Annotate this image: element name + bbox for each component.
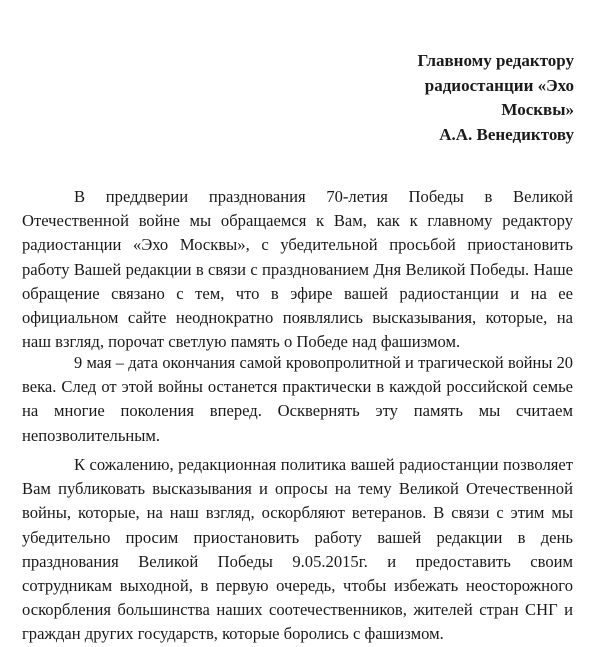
text-line: непозволительным. bbox=[22, 425, 161, 445]
text-line: граждан других государств, которые боролись с фашизмом. bbox=[22, 624, 444, 644]
text-line: радиостанции «Эхо Москвы», с убедительной просьбой приостановить bbox=[22, 235, 573, 255]
paragraph-2 bbox=[22, 351, 573, 448]
text-line: наш взгляд, порочат светлую память о Победе над фашизмом. bbox=[22, 332, 461, 352]
text-line: Отечественной войне мы обращаемся к Вам, как к главному редактору bbox=[22, 211, 573, 231]
addressee-line: Главному редактору bbox=[417, 51, 574, 70]
text-line: войны, которые, на наш взгляд, оскорбляют ветеранов. В связи с этим мы bbox=[22, 503, 573, 523]
text-line: В преддверии празднования 70-летия Победы в Великой bbox=[74, 187, 573, 206]
text-line: на многие поколения вперед. Осквернять эту память мы считаем bbox=[22, 401, 573, 421]
text-line: работу Вашей редакции в связи с празднованием Дня Великой Победы. Наше bbox=[22, 259, 573, 279]
text-line: обращение связано с тем, что в эфире вашей радиостанции и на ее bbox=[22, 283, 573, 303]
addressee-block bbox=[418, 49, 574, 147]
addressee-line: Москвы» bbox=[501, 100, 574, 119]
text-line: века. След от этой войны останется практически в каждой российской семье bbox=[22, 377, 573, 397]
addressee-line: радиостанции «Эхо bbox=[424, 75, 574, 95]
text-line: К сожалению, редакционная политика вашей радиостанции позволяет bbox=[74, 455, 573, 474]
paragraph-3 bbox=[22, 453, 573, 647]
text-line: оскорбления большинства наших соотечественников, жителей стран СНГ и bbox=[22, 600, 573, 620]
text-line: убедительно просим приостановить работу вашей редакции в день bbox=[22, 527, 573, 547]
addressee-line: А.А. Венедиктову bbox=[439, 124, 574, 144]
text-line: официальном сайте неоднократно появлялись высказывания, которые, на bbox=[22, 307, 573, 327]
text-line: Вам публиковать высказывания и опросы на тему Великой Отечественной bbox=[22, 479, 573, 499]
text-line: празднования Великой Победы 9.05.2015г. и предоставить своим bbox=[22, 551, 573, 571]
text-line: сотрудникам выходной, в первую очередь, чтобы избежать неосторожного bbox=[22, 575, 573, 595]
paragraph-1 bbox=[22, 185, 573, 354]
text-line: 9 мая – дата окончания самой кровопролитной и трагической войны 20 bbox=[74, 353, 573, 372]
